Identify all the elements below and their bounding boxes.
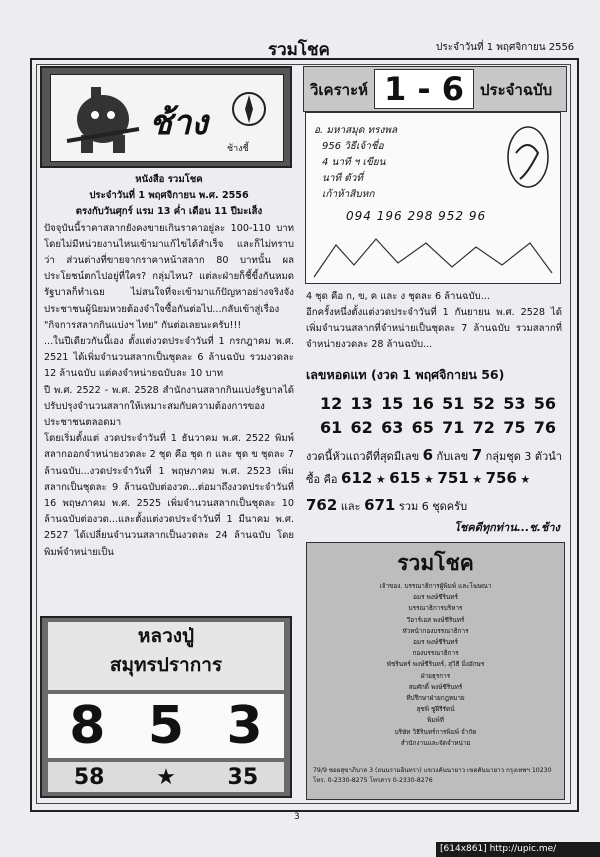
combo-line-2 <box>306 496 467 515</box>
analysis-left: วิเคราะห์ <box>310 81 369 99</box>
lekhot-number: 15 <box>381 394 404 413</box>
lekhot-number: 65 <box>411 418 434 437</box>
hand-line-4: นาที ตัวที่ <box>322 173 363 184</box>
article-para-3: ปี พ.ศ. 2522 - พ.ศ. 2528 สำนักงานสลากกินแบ่งรัฐบาลได้ปรับปรุงจำนวนสลากให้เหมาะสมกับความต้องการของประชาชนตลอดมา <box>44 384 294 429</box>
staff-line: หัวหน้ากองบรรณาธิการ <box>402 626 469 635</box>
combo-number: 615 <box>389 469 421 487</box>
staff-line: สุชพิ ชูฝีรีรัตน์ <box>416 705 455 714</box>
lekhot-number: 51 <box>442 394 465 413</box>
mag-name: หนังสือ รวมโชค <box>135 174 203 185</box>
lekhot-number: 63 <box>381 418 404 437</box>
hand-line-3: 4 นาที ฯ เขียน <box>322 157 386 168</box>
combo-number: 762 <box>306 496 338 514</box>
issue-date: ประจำวันที่ 1 พฤศจิกายน พ.ศ. 2556 <box>89 190 249 202</box>
star-icon: ★ <box>375 473 386 486</box>
combo-suffix: รวม 6 ชุดครับ <box>398 500 468 513</box>
luangpu-box <box>40 616 292 798</box>
staff-line: อมร พงษ์ชีรินทร์ <box>413 593 458 602</box>
luangpu-sub-numbers <box>48 762 284 792</box>
star-icon: ★ <box>472 473 483 486</box>
staff-line: วีอาร์เอส พงษ์ชีรินทร์ <box>406 615 465 624</box>
staff-line: ฝ่ายธุรการ <box>420 671 451 680</box>
lekhot-number: 12 <box>320 394 343 413</box>
luangpu-digit: 3 <box>226 696 263 756</box>
ngod-end: กลุ่มชุด 3 ตัวนำ <box>485 450 562 463</box>
luangpu-main-numbers <box>48 694 284 758</box>
star-icon: ★ <box>424 473 434 486</box>
lekhot-number: 56 <box>533 394 556 413</box>
lekhot-number: 62 <box>350 418 373 437</box>
header-date: ประจำวันที่ 1 พฤศจิกายน 2556 <box>436 42 575 53</box>
staff-line: พัชรินทร์ พงษ์ชีรินทร์, สุวิธี มิ่งอักษร <box>386 660 485 669</box>
article-right <box>306 289 562 353</box>
lekhot-row-2 <box>320 418 556 437</box>
lekhot-number: 75 <box>503 418 526 437</box>
luangpu-line1: หลวงปู่ <box>137 625 195 647</box>
good-luck-note: โชคดีทุกท่าน...ช.ช้าง <box>454 521 560 534</box>
star-icon: ★ <box>156 764 176 790</box>
staff-line: สมศักดิ์ พงษ์ชีรินทร์ <box>408 682 463 691</box>
staff-title: รวมโชค <box>397 551 474 575</box>
analysis-banner <box>303 66 567 112</box>
logo-box <box>40 66 292 168</box>
luangpu-sub2: 35 <box>227 764 259 790</box>
hand-line-1: อ. มหาสมุด ทรงพล <box>314 125 398 136</box>
combo-number: 612 <box>341 469 373 487</box>
logo-subtext: ช้างชี้ <box>227 144 249 154</box>
ngod-line <box>306 446 562 465</box>
luangpu-sub1: 58 <box>73 764 105 790</box>
header-title: รวมโชค <box>268 40 330 60</box>
lekhot-number: 72 <box>472 418 495 437</box>
lekhot-row-1 <box>320 394 556 413</box>
combo-prefix: ซื้อ คือ <box>306 473 338 486</box>
star-icon: ★ <box>520 473 531 486</box>
luangpu-digit: 5 <box>147 696 185 756</box>
staff-line: บริษัท วิธีรินทร์การพิมพ์ จำกัด <box>394 727 477 736</box>
staff-line: เจ้าของ. บรรณาธิการผู้พิมพ์ และโฆษณา <box>379 582 492 590</box>
article-right-para-1: 4 ชุด คือ ก, ข, ค และ ง ชุดละ 6 ล้านฉบับ... <box>306 291 490 302</box>
analysis-right: ประจำฉบับ <box>480 81 553 99</box>
analysis-center: 1 - 6 <box>374 69 474 109</box>
lekhot-number: 61 <box>320 418 343 437</box>
ngod-text: งวดนี้หัวแถวดีที่สุดมีเลข <box>306 450 420 463</box>
lekhot-number: 53 <box>503 394 526 413</box>
article-para-1: ปัจจุบันนี้ราคาสลากยังคงขายเกินราคาอยู่ละ 100-110 บาท โดยไม่มีหน่วยงานไหนเข้ามาแก้ไขได้สำเร็จ และก็ไม่ทราบว่า ส่วนต่างที่ขายจากราคาหน้าสลาก 80 บาทนั้น ผลประโยชน์ตกไปอยู่ที่ใคร? กลุ่มไหน? แต่ละฝ่ายก็ชี้ขี้งกันหมด รัฐบาลก็ทำเฉย ไม่สนใจที่จะเข้ามาแก้ปัญหาอย่างจริงจัง ประชาชนผู้นิยมหวยต้องจำใจซื้อกันต่อไป...กลับเข้าสู่เรื่อง "กิจการสลากกินแบ่งฯ ไทย" กันต่อเลยนะครับ!!! <box>44 222 294 331</box>
staff-line: พิมพ์ที่ <box>427 716 444 725</box>
logo-panel <box>50 74 284 162</box>
staff-line: ที่ปรึกษาฝ่ายกฎหมาย <box>406 694 465 703</box>
article-right-para-2: อีกครั้งหนึ่งตั้งแต่งวดประจำวันที่ 1 กันยายน พ.ศ. 2528 ได้เพิ่มจำนวนสลากที่จำหน่ายเป็นชุดละ 7 ล้านฉบับ รวมสลากที่จำหน่ายงวดละ 28 ล้านฉบับ... <box>306 307 562 350</box>
luangpu-line2: สมุทรปราการ <box>109 654 223 676</box>
combo-number: 756 <box>485 469 517 487</box>
hand-line-2: 956 วิธีเจ้าชื่อ <box>322 141 384 152</box>
article-para-4: โดยเริ่มตั้งแต่ งวดประจำวันที่ 1 ธันวาคม พ.ศ. 2522 พิมพ์สลากออกจำหน่ายงวดละ 2 ชุด คือ ชุด ก และ ชุด ข ชุดละ 7 ล้านฉบับ...งวดประจำวันที่ 1 พฤษภาคม พ.ศ. 2523 เพิ่มสลากเป็นชุดละ 9 ล้านฉบับต่องวด...ต่อมาถึงงวดประจำวันที่ 16 พฤษภาคม พ.ศ. 2525 เพิ่มจำนวนสลากเป็นชุดละ 10 ล้านฉบับต่องวด...และตั้งแต่งวดประจำวันที่ 1 มีนาคม พ.ศ. 2527 ได้เปลี่ยนจำนวนสลากเป็นงวดละ 24 ล้านฉบับ โดยพิมพ์จำหน่ายเป็น <box>44 433 294 558</box>
elephant-icon <box>61 79 145 157</box>
hand-line-5: เก้าห้าสิบหก <box>322 189 375 200</box>
page-number: 3 <box>294 812 300 822</box>
staff-line: สำนักงานและจัดจำหน่าย <box>400 738 471 747</box>
hand-line-6: 094 196 298 952 96 <box>346 209 487 223</box>
combo-line-1 <box>306 469 530 488</box>
staff-line: กองบรรณาธิการ <box>412 649 459 658</box>
staff-line: บรรณาธิการบริหาร <box>408 604 463 613</box>
hand-doodle-icon <box>306 113 560 283</box>
combo-number: 671 <box>364 496 396 514</box>
logo-text: ช้าง <box>149 103 208 143</box>
combo-and: และ <box>340 500 361 513</box>
luangpu-title <box>48 622 284 690</box>
staff-list <box>317 581 554 749</box>
ngod-num1: 6 <box>422 446 434 464</box>
lekhot-number: 13 <box>350 394 373 413</box>
lekhot-number: 71 <box>442 418 465 437</box>
combo-number: 751 <box>437 469 469 487</box>
staff-address: 79/9 ซอยสุขาภิบาล 3 (ถนนรามอินทรา) แขวงคันนายาว เขตคันนายาว กรุงเทพฯ 10230 โทร. 0-2330-8275 โทรสาร 0-2330-8276 <box>313 767 552 784</box>
lunar-date: ตรงกับวันศุกร์ แรม 13 ค่ำ เดือน 11 ปีมะเส็ง <box>75 206 263 218</box>
lekhot-number: 16 <box>411 394 434 413</box>
article-para-2: ...ในปีเดียวกันนี้เอง ตั้งแต่งวดประจำวันที่ 1 กรกฎาคม พ.ศ. 2521 ได้เพิ่มจำนวนสลากเป็นชุดละ 6 ล้านฉบับ รวมงวดละ 12 ล้านฉบับ แต่คงจำหน่ายฉบับละ 10 บาท <box>44 336 294 380</box>
lekhot-title: เลขหอดแท (งวด 1 พฤศจิกายน 56) <box>306 367 505 382</box>
article-left <box>44 172 294 561</box>
luangpu-digit: 8 <box>69 696 106 756</box>
lekhot-number: 52 <box>472 394 495 413</box>
compass-icon <box>229 89 269 129</box>
handwritten-note <box>305 112 561 284</box>
lekhot-number: 76 <box>533 418 556 437</box>
staff-line: อมร พงษ์ชีรินทร์ <box>413 638 458 647</box>
ngod-num2: 7 <box>471 446 483 464</box>
ngod-mid: กับเลข <box>436 450 469 463</box>
watermark: [614x861] http://upic.me/ <box>436 842 600 857</box>
staff-box <box>306 542 565 800</box>
